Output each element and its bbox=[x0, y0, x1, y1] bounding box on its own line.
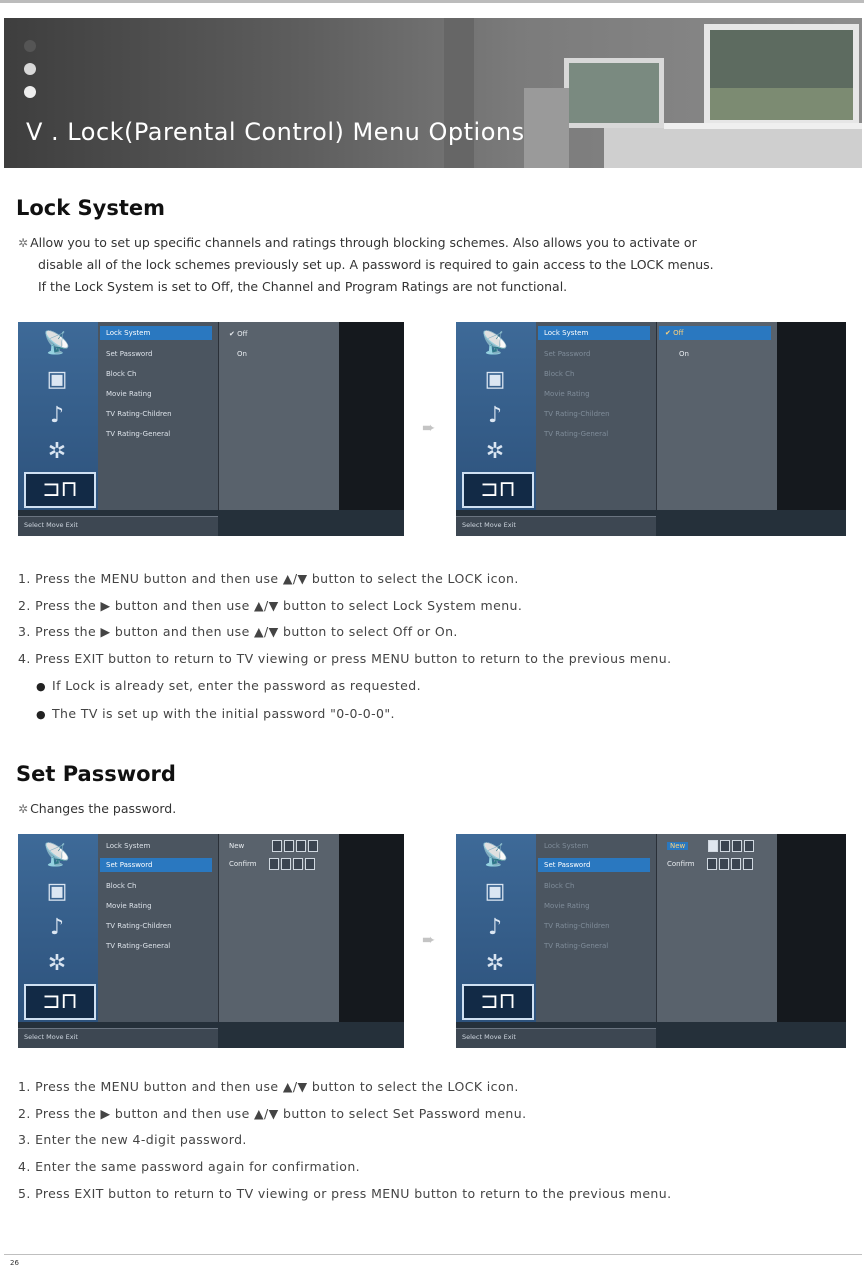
step-2: 2. Press the ▶ button and then use ▲/▼ button to select Lock System menu. bbox=[18, 597, 523, 613]
sound-icon: ♪ bbox=[49, 403, 65, 428]
arrow-right-icon: ➨ bbox=[422, 930, 436, 949]
menu-item-movie-rating: Movie Rating bbox=[544, 902, 590, 910]
screen-dark-area bbox=[777, 322, 846, 510]
menu-item-movie-rating: Movie Rating bbox=[106, 902, 152, 910]
set-password-screen-after bbox=[456, 834, 846, 1048]
option-on: On bbox=[679, 350, 689, 358]
lock-menu-list bbox=[536, 322, 657, 510]
option-off-selected: ✔ Off bbox=[659, 326, 771, 340]
setup-gear-icon: ✲ bbox=[485, 951, 505, 976]
menu-item-block-ch: Block Ch bbox=[106, 882, 137, 890]
bottom-rule bbox=[4, 1254, 862, 1255]
lock-menu-list bbox=[536, 834, 657, 1022]
picture-icon: ▣ bbox=[46, 879, 68, 904]
lock-system-description bbox=[18, 232, 858, 298]
step-1: 1. Press the MENU button and then use ▲/▼ button to select the LOCK icon. bbox=[18, 1079, 519, 1094]
top-rule bbox=[0, 0, 864, 3]
menu-icon-column bbox=[18, 322, 98, 510]
field-confirm: Confirm bbox=[667, 858, 753, 870]
lock-icon: ⊐⊓ bbox=[24, 472, 96, 508]
screen-dark-area bbox=[339, 834, 404, 1022]
menu-item-tv-rating-general: TV Rating-General bbox=[544, 430, 609, 438]
lock-icon: ⊐⊓ bbox=[24, 984, 96, 1020]
sound-icon: ♪ bbox=[487, 403, 503, 428]
menu-item-tv-rating-general: TV Rating-General bbox=[544, 942, 609, 950]
note-initial-password: ● The TV is set up with the initial password "0-0-0-0". bbox=[18, 701, 858, 729]
lock-system-desc-line-1: ✲ Allow you to set up specific channels and ratings through blocking schemes. Also allows you to activate or bbox=[18, 235, 697, 250]
step-1: 1. Press the MENU button and then use ▲/▼ button to select the LOCK icon. bbox=[18, 571, 519, 586]
menu-item-tv-rating-children: TV Rating-Children bbox=[106, 922, 172, 930]
setup-gear-icon: ✲ bbox=[47, 439, 67, 464]
menu-item-block-ch: Block Ch bbox=[544, 370, 575, 378]
menu-icon-column bbox=[456, 834, 536, 1022]
satellite-icon: 📡 bbox=[43, 331, 71, 356]
menu-item-movie-rating: Movie Rating bbox=[544, 390, 590, 398]
lock-menu-list bbox=[98, 834, 219, 1022]
password-fields bbox=[219, 834, 339, 1022]
banner-dot-1 bbox=[24, 40, 36, 52]
section-header-banner bbox=[4, 18, 862, 168]
picture-icon: ▣ bbox=[484, 879, 506, 904]
step-4: 4. Press EXIT button to return to TV viewing or press MENU button to return to the previous menu. bbox=[18, 651, 672, 667]
menu-item-lock-system: Lock System bbox=[538, 326, 650, 340]
menu-item-lock-system: Lock System bbox=[544, 842, 589, 850]
menu-item-block-ch: Block Ch bbox=[106, 370, 137, 378]
screen-footer-hint: Select Move Exit bbox=[18, 1028, 218, 1048]
menu-item-set-password: Set Password bbox=[544, 350, 591, 358]
satellite-icon: 📡 bbox=[481, 331, 509, 356]
setup-gear-icon: ✲ bbox=[485, 439, 505, 464]
screen-footer-hint: Select Move Exit bbox=[456, 1028, 656, 1048]
lock-system-screen-after bbox=[456, 322, 846, 536]
lock-system-heading: Lock System bbox=[16, 196, 166, 220]
menu-item-tv-rating-children: TV Rating-Children bbox=[106, 410, 172, 418]
sound-icon: ♪ bbox=[487, 915, 503, 940]
page-title: V . Lock(Parental Control) Menu Options bbox=[26, 118, 525, 146]
lock-icon: ⊐⊓ bbox=[462, 984, 534, 1020]
lock-option-list bbox=[219, 322, 339, 510]
screen-footer-hint: Select Move Exit bbox=[456, 516, 656, 536]
lock-system-screen-before bbox=[18, 322, 404, 536]
menu-item-set-password: Set Password bbox=[100, 858, 212, 872]
lock-option-list bbox=[657, 322, 777, 510]
lock-menu-list bbox=[98, 322, 219, 510]
field-confirm: Confirm bbox=[229, 858, 315, 870]
step-3: 3. Press the ▶ button and then use ▲/▼ button to select Off or On. bbox=[18, 624, 458, 640]
banner-dot-2 bbox=[24, 63, 36, 75]
setup-gear-icon: ✲ bbox=[47, 951, 67, 976]
arrow-right-icon: ➨ bbox=[422, 418, 436, 437]
step-5: 5. Press EXIT button to return to TV viewing or press MENU button to return to the previous menu. bbox=[18, 1185, 672, 1201]
menu-item-lock-system: Lock System bbox=[106, 842, 151, 850]
menu-item-movie-rating: Movie Rating bbox=[106, 390, 152, 398]
satellite-icon: 📡 bbox=[481, 843, 509, 868]
option-off: ✔ Off bbox=[229, 330, 248, 338]
screen-footer-hint: Select Move Exit bbox=[18, 516, 218, 536]
lock-system-desc-line-2: disable all of the lock schemes previously set up. A password is required to gain access to the LOCK menus. bbox=[38, 257, 714, 272]
lock-system-desc-line-3: If the Lock System is set to Off, the Channel and Program Ratings are not functional. bbox=[38, 279, 568, 294]
satellite-icon: 📡 bbox=[43, 843, 71, 868]
menu-item-lock-system: Lock System bbox=[100, 326, 212, 340]
set-password-screen-before bbox=[18, 834, 404, 1048]
menu-item-tv-rating-general: TV Rating-General bbox=[106, 430, 171, 438]
note-lock-set: ● If Lock is already set, enter the password as requested. bbox=[18, 673, 858, 701]
menu-item-tv-rating-children: TV Rating-Children bbox=[544, 410, 610, 418]
menu-item-tv-rating-general: TV Rating-General bbox=[106, 942, 171, 950]
set-password-steps bbox=[18, 1074, 858, 1208]
menu-item-set-password: Set Password bbox=[538, 858, 650, 872]
lock-icon: ⊐⊓ bbox=[462, 472, 534, 508]
menu-icon-column bbox=[456, 322, 536, 510]
password-fields bbox=[657, 834, 777, 1022]
picture-icon: ▣ bbox=[484, 367, 506, 392]
set-password-description: ✲ Changes the password. bbox=[18, 801, 177, 816]
sparkle-icon: ✲ bbox=[18, 802, 29, 816]
set-password-heading: Set Password bbox=[16, 762, 176, 786]
menu-icon-column bbox=[18, 834, 98, 1022]
step-4: 4. Enter the same password again for confirmation. bbox=[18, 1159, 361, 1175]
step-3: 3. Enter the new 4-digit password. bbox=[18, 1132, 247, 1148]
menu-item-set-password: Set Password bbox=[106, 350, 153, 358]
page-number: 26 bbox=[10, 1259, 19, 1267]
banner-dot-3 bbox=[24, 86, 36, 98]
field-new-active: New bbox=[667, 840, 754, 852]
menu-item-block-ch: Block Ch bbox=[544, 882, 575, 890]
step-2: 2. Press the ▶ button and then use ▲/▼ button to select Set Password menu. bbox=[18, 1105, 527, 1121]
sound-icon: ♪ bbox=[49, 915, 65, 940]
option-on: On bbox=[237, 350, 247, 358]
screen-dark-area bbox=[339, 322, 404, 510]
sparkle-icon: ✲ bbox=[18, 236, 29, 250]
screen-dark-area bbox=[777, 834, 846, 1022]
field-new: New bbox=[229, 840, 318, 852]
lock-system-steps bbox=[18, 566, 858, 728]
picture-icon: ▣ bbox=[46, 367, 68, 392]
menu-item-tv-rating-children: TV Rating-Children bbox=[544, 922, 610, 930]
